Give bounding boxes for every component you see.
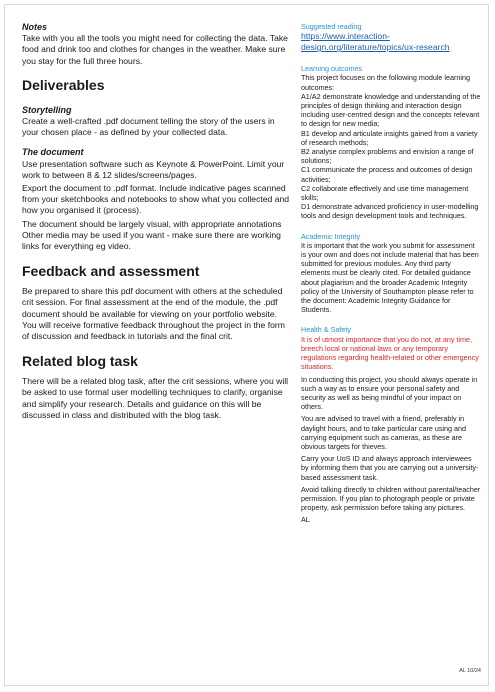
health-safety-paragraph-4: Avoid talking directly to children without parental/teacher permission. If you plan to photograph people or private property, ask permission before taking any pictures. <box>301 484 481 513</box>
health-safety-heading: Health & Safety <box>301 325 351 335</box>
suggested-reading-link[interactable]: https://www.interaction-design.org/literature/topics/ux-research <box>301 31 450 53</box>
signoff: AL <box>301 515 310 525</box>
notes-text: Take with you all the tools you might need for collecting the data. Take food and drink too and clothes for changes in the weather. Make sure you stay for the full three hours. <box>22 33 288 66</box>
feedback-title: Feedback and assessment <box>22 263 200 280</box>
health-safety-warning: It is of utmost importance that you do not, at any time, breech local or national laws or any temporary regulations regarding health-related or other emergency situations. <box>301 334 479 372</box>
learning-outcome-c2: C2 collaborate effectively and use time management skills; <box>301 183 469 203</box>
learning-outcomes-heading: Learning outcomes <box>301 64 363 74</box>
blog-task-text: There will be a related blog task, after the crit sessions, where you will be asked to use formal user modelling techniques to clarify, organise and simplify your research. Details and guidance on this will be discussed in class and distributed with the blog task. <box>22 376 289 420</box>
health-safety-paragraph-2: You are advised to travel with a friend, preferably in daylight hours, and to take particular care using and carrying equipment such as cameras, as these are obvious targets for thieves. <box>301 414 467 451</box>
page-footer: AL 10/24 <box>459 668 481 674</box>
document-paragraph-2: Export the document to .pdf format. Include indicative pages scanned from your sketchbooks and notebooks to show what you collected and how you organised it (process). <box>22 183 290 216</box>
left-column <box>22 22 290 421</box>
learning-outcomes-intro: This project focuses on the following module learning outcomes: <box>301 73 471 92</box>
health-safety-paragraph-1: In conducting this project, you should always operate in such a way as to ensure your personal safety and security as well as being mindful of your impact on others. <box>301 374 478 412</box>
academic-integrity-heading: Academic Integrity <box>301 231 361 241</box>
academic-integrity-text: It is important that the work you submit for assessment is your own and does not include material that has been submitted for previous modules. Any third party elements must be clearly cited. For detailed guidance about plagiarism and the broader Academic Integrity policy of the University of Southampton please refer to the document: Academic Integrity Guidance for Students. <box>301 240 479 315</box>
health-safety-paragraph-3: Carry your UoS ID and always approach interviewees by informing them that you are carrying out a university-based assessment task. <box>301 454 479 482</box>
suggested-reading-heading: Suggested reading <box>301 22 362 31</box>
document-heading: The document <box>22 147 84 158</box>
document-paragraph-1: Use presentation software such as Keynote & PowerPoint. Limit your work to between 8 & 12 slides/screens/pages. <box>22 158 285 180</box>
learning-outcome-a: A1/A2 demonstrate knowledge and understanding of the principles of design thinking and interaction design including user-centred design and the concepts relevant to design for new media; <box>301 91 481 129</box>
learning-outcome-d1: D1 demonstrate advanced proficiency in user-modelling tools and design development tools and techniques. <box>301 202 479 221</box>
learning-outcome-c1: C1 communicate the process and outcomes of design activities; <box>301 165 473 184</box>
learning-outcome-b1: B1 develop and articulate insights gained from a variety of research methods; <box>301 128 478 147</box>
notes-heading: Notes <box>22 22 48 32</box>
feedback-text: Be prepared to share this pdf document with others at the scheduled crit session. For final assessment at the end of the module, the .pdf document should be available for viewing on your portfolio website. You will receive formative feedback throughout the project in the form of discussion and feedback in tutorials and the final crit. <box>22 286 285 342</box>
storytelling-heading: Storytelling <box>22 104 72 115</box>
document-paragraph-3: The document should be largely visual, with appropriate annotations Other media may be used if you want - make sure there are working links for everything eg video. <box>22 218 282 252</box>
blog-task-title: Related blog task <box>22 353 138 370</box>
learning-outcome-b2: B2 analyse complex problems and envision a range of solutions; <box>301 147 474 166</box>
right-column <box>301 22 481 525</box>
storytelling-text: Create a well-crafted .pdf document telling the story of the users in your chosen place - as defined by your collected data. <box>22 116 275 138</box>
deliverables-title: Deliverables <box>22 76 105 93</box>
